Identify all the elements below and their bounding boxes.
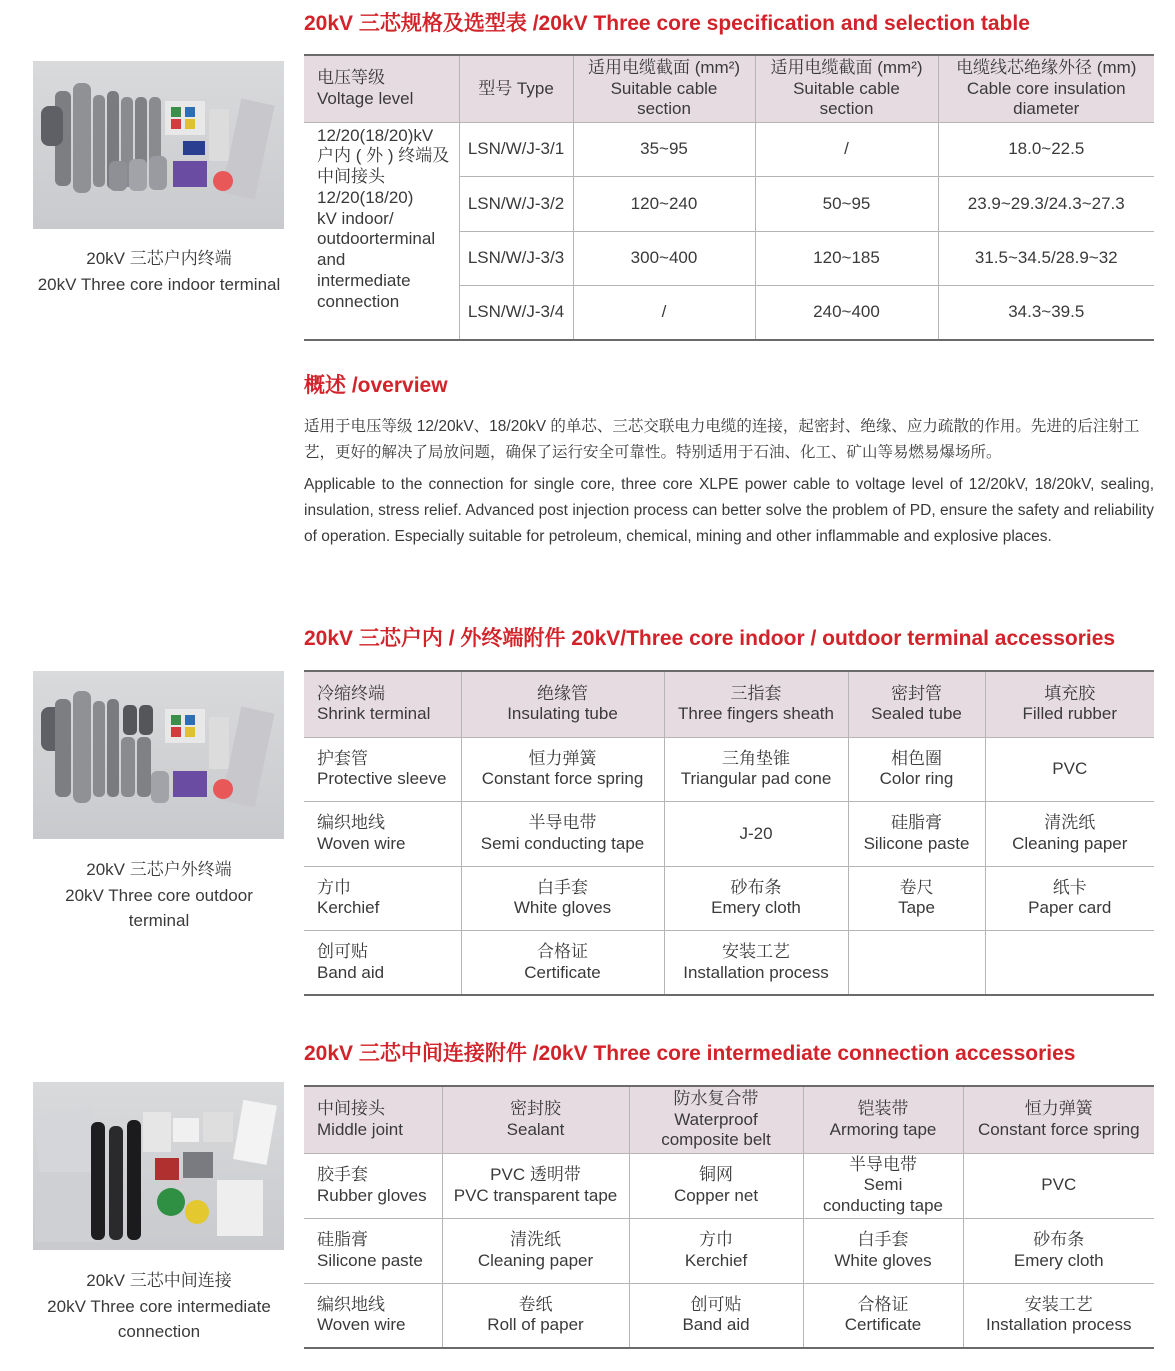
table-cell [963,1153,1154,1218]
header-voltage-level [304,55,459,122]
caption-line: 20kV 三芯中间连接 [86,1271,232,1290]
cell-line: 相色圈 [891,748,942,768]
indoor-terminal-kit-photo [33,61,284,229]
cell-line: 编织地线 [317,1294,385,1314]
cell-line: 合格证 [857,1294,909,1314]
header-line: 填充胶 [1044,683,1096,703]
table-row [304,1218,1154,1283]
header-line: section [637,99,691,118]
header-line: Three fingers sheath [678,704,834,724]
cell-line: Silicone paste [863,833,970,853]
table-cell [848,866,985,931]
header-insulation-diameter [938,55,1154,122]
header-line: 适用电缆截面 (mm²) [770,58,923,77]
cell-line: 清洗纸 [510,1230,561,1249]
cell-line: Woven wire [317,833,406,853]
caption-line: 20kV Three core outdoor [65,885,253,905]
table-cell [304,1153,442,1218]
section-cell: / [573,286,755,341]
header-line: diameter [1013,99,1080,118]
cell-line: 清洗纸 [1044,813,1096,833]
section-cell: 120~185 [755,231,938,286]
table-cell [629,1283,803,1348]
cell-line: 编织地线 [317,813,385,833]
cell-line: Copper net [673,1185,759,1205]
table-cell [304,737,461,802]
table-cell [304,1283,442,1348]
table-cell [442,1153,629,1218]
overview-text-en: Applicable to the connection for single core, three core XLPE power cable to voltage level of 12/20kV, 18/20kV, sealing, insulation, stress relief. Advanced post injection process can better solve the problem of PD, ensure the safety and reliability of operation. Especially suitable for petroleum, chemical, mining and other inflammable and explosive places. [304,476,1154,545]
cell-line: 纸卡 [1052,877,1087,897]
table-cell [985,866,1154,931]
header-line: Suitable cable [610,78,718,98]
diameter-cell: 34.3~39.5 [938,286,1154,341]
section-cell: 120~240 [573,177,755,232]
cell-line: 白手套 [857,1230,909,1249]
type-cell: LSN/W/J-3/3 [459,231,573,286]
section-cell: / [755,122,938,177]
cell-line: 创可贴 [690,1294,742,1314]
outdoor-terminal-kit-photo [33,671,284,839]
table-cell [461,931,664,996]
caption-line: 20kV 三芯户内终端 [86,249,232,268]
caption-line: 20kV 三芯户外终端 [86,860,232,879]
cell-line: 砂布条 [1033,1230,1085,1249]
header-cell [803,1086,963,1153]
spec-table-heading: 20kV 三芯规格及选型表 /20kV Three core specification and selection table [304,12,1030,35]
cell-line: Emery cloth [1013,1250,1104,1270]
header-cell [629,1086,803,1153]
table-header-row [304,55,1154,122]
header-line: Armoring tape [829,1119,937,1139]
caption-line: terminal [128,911,190,930]
section-cell: 50~95 [755,177,938,232]
header-line: 密封管 [891,683,942,703]
header-line: Cable core insulation [966,78,1126,98]
header-cell [442,1086,629,1153]
diameter-cell: 23.9~29.3/24.3~27.3 [938,177,1154,232]
header-line: Shrink terminal [317,704,431,724]
table-cell [461,866,664,931]
table-header-row [304,671,1154,737]
cell-line: 卷尺 [899,877,934,897]
voltage-line: 12/20(18/20)kV [317,125,434,145]
voltage-line: outdoorterminal [317,229,436,249]
header-line: 防水复合带 [673,1089,759,1108]
cell-line: 方巾 [699,1230,733,1249]
cell-line: PVC transparent tape [453,1185,618,1205]
table-cell [304,802,461,867]
cell-line: 硅脂膏 [891,813,942,833]
overview-heading: 概述 /overview [304,374,448,397]
header-cell [664,671,848,737]
spec-selection-table [304,54,1154,341]
terminal-accessories-table [304,670,1154,996]
cell-line: Roll of paper [487,1315,584,1335]
cell-line: Semi [863,1175,903,1195]
voltage-line: connection [317,291,400,311]
diameter-cell: 18.0~22.5 [938,122,1154,177]
header-line: section [819,99,874,118]
header-line: 铠装带 [857,1099,909,1119]
terminal-accessories-heading: 20kV 三芯户内 / 外终端附件 20kV/Three core indoor / outdoor terminal accessories [304,627,1116,650]
table-cell [803,1283,963,1348]
section-cell: 35~95 [573,122,755,177]
table-cell [664,931,848,996]
voltage-line: intermediate [317,271,411,291]
header-line: 密封胶 [510,1099,561,1119]
indoor-terminal-caption [15,246,303,297]
cell-line: Kerchief [684,1250,748,1270]
header-line: 适用电缆截面 (mm²) [587,58,741,77]
table-cell [985,737,1154,802]
voltage-line: 户内 ( 外 ) 终端及 [317,146,450,166]
table-cell [461,802,664,867]
table-cell [664,866,848,931]
cell-line: PVC [1052,759,1088,778]
cell-line: Cleaning paper [477,1250,594,1270]
overview-text-zh: 适用于电压等级 12/20kV、18/20kV 的单芯、三芯交联电力电缆的连接，起密封、绝缘、应力疏散的作用。先进的后注射工艺，更好的解决了局放问题，确保了运行安全可靠性。特别适用于石油、化工、矿山等易燃易爆场所。 [304,418,1140,461]
header-cell [304,671,461,737]
header-line: Suitable cable [793,78,900,98]
table-cell [963,1218,1154,1283]
type-cell: LSN/W/J-3/2 [459,177,573,232]
table-cell [803,1153,963,1218]
cell-line: Tape [898,898,935,918]
intermediate-accessories-table [304,1085,1154,1349]
cell-line: 安装工艺 [1024,1294,1093,1314]
cell-line: Certificate [524,962,601,982]
cell-line: Paper card [1028,898,1112,918]
cell-line: Color ring [879,769,954,789]
header-cable-section-2 [755,55,938,122]
table-cell [664,737,848,802]
header-cell [985,671,1154,737]
header-line: Insulating tube [507,704,618,724]
caption-line: 20kV Three core intermediate [47,1296,271,1316]
cell-line: Band aid [682,1315,750,1335]
header-line: Voltage level [317,88,414,108]
cell-line: Emery cloth [711,898,801,918]
header-line: Sealant [506,1119,565,1139]
cell-line: 半导电带 [528,813,597,833]
table-row [304,931,1154,996]
header-cell [304,1086,442,1153]
cell-line: 硅脂膏 [317,1230,368,1249]
cell-line: 合格证 [537,942,588,961]
cell-line: White gloves [834,1250,932,1270]
overview-body [304,414,1154,550]
intermediate-connection-kit-photo [33,1082,284,1250]
table-cell [442,1283,629,1348]
cell-line: 恒力弹簧 [528,748,597,768]
header-type [459,55,573,122]
cell-line: Installation process [985,1315,1132,1335]
table-cell [461,737,664,802]
cell-line: PVC [1041,1175,1077,1195]
header-cell [848,671,985,737]
header-line: composite belt [661,1130,771,1149]
table-row [304,1283,1154,1348]
table-row [304,802,1154,867]
caption-line: connection [117,1322,201,1341]
table-cell [985,802,1154,867]
cell-line: Protective sleeve [317,769,447,789]
cell-line: 三角垫锥 [722,748,790,768]
table-cell [803,1218,963,1283]
table-row [304,1153,1154,1218]
table-row [304,866,1154,931]
intermediate-connection-caption [15,1268,303,1345]
table-row [304,122,1154,177]
table-cell [629,1218,803,1283]
header-line: Waterproof [674,1109,758,1129]
section-cell: 240~400 [755,286,938,341]
table-cell [629,1153,803,1218]
table-cell [304,1218,442,1283]
cell-line: 护套管 [317,748,368,768]
voltage-line: 中间接头 [317,167,385,187]
cell-line: Kerchief [317,898,380,918]
table-cell [304,931,461,996]
table-cell [848,802,985,867]
header-line: 电缆线芯绝缘外径 (mm) [956,58,1137,77]
cell-line: J-20 [739,823,773,843]
cell-line: Woven wire [317,1315,406,1335]
header-cell [963,1086,1154,1153]
cell-line: Installation process [683,962,829,982]
header-line: Sealed tube [871,704,962,724]
voltage-level-cell [304,122,459,340]
table-cell [304,866,461,931]
voltage-line: kV indoor/ [317,208,394,228]
type-cell: LSN/W/J-3/4 [459,286,573,341]
header-line: 绝缘管 [537,683,588,703]
table-cell [963,1283,1154,1348]
cell-line: Silicone paste [317,1250,423,1270]
cell-line: 胶手套 [317,1165,368,1184]
table-cell [985,931,1154,996]
header-line: 电压等级 [317,68,385,88]
header-cell [461,671,664,737]
table-cell [848,931,985,996]
diameter-cell: 31.5~34.5/28.9~32 [938,231,1154,286]
intermediate-accessories-heading: 20kV 三芯中间连接附件 /20kV Three core intermediate connection accessories [304,1042,1076,1065]
table-header-row [304,1086,1154,1153]
cell-line: 白手套 [537,877,588,897]
caption-line: 20kV Three core indoor terminal [37,274,281,294]
header-cable-section-1 [573,55,755,122]
cell-line: Band aid [317,962,385,982]
cell-line: 安装工艺 [722,942,790,961]
cell-line: Rubber gloves [317,1185,427,1205]
cell-line: 半导电带 [849,1154,917,1174]
outdoor-terminal-caption [15,857,303,934]
cell-line: PVC 透明带 [490,1165,581,1184]
section-cell: 300~400 [573,231,755,286]
cell-line: 铜网 [699,1165,733,1184]
type-cell: LSN/W/J-3/1 [459,122,573,177]
voltage-line: 12/20(18/20) [317,187,414,207]
cell-line: 卷纸 [518,1294,553,1314]
table-cell [442,1218,629,1283]
header-line: Constant force spring [977,1119,1140,1139]
cell-line: 创可贴 [317,942,368,961]
header-line: 型号 Type [478,78,554,98]
header-line: 恒力弹簧 [1024,1099,1093,1119]
header-line: Middle joint [317,1119,403,1139]
cell-line: Constant force spring [481,769,644,789]
header-line: 三指套 [730,683,782,703]
header-line: 中间接头 [317,1099,385,1119]
voltage-line: and [317,250,346,270]
cell-line: Triangular pad cone [680,769,832,789]
cell-line: Certificate [844,1315,922,1335]
table-row [304,737,1154,802]
cell-line: 砂布条 [730,877,782,897]
table-cell [664,802,848,867]
table-cell [848,737,985,802]
cell-line: Semi conducting tape [480,833,645,853]
header-line: Filled rubber [1022,704,1117,724]
cell-line: 方巾 [317,877,351,897]
cell-line: Cleaning paper [1012,833,1128,853]
header-line: 冷缩终端 [317,683,385,703]
cell-line: conducting tape [822,1195,944,1215]
cell-line: White gloves [513,898,612,918]
